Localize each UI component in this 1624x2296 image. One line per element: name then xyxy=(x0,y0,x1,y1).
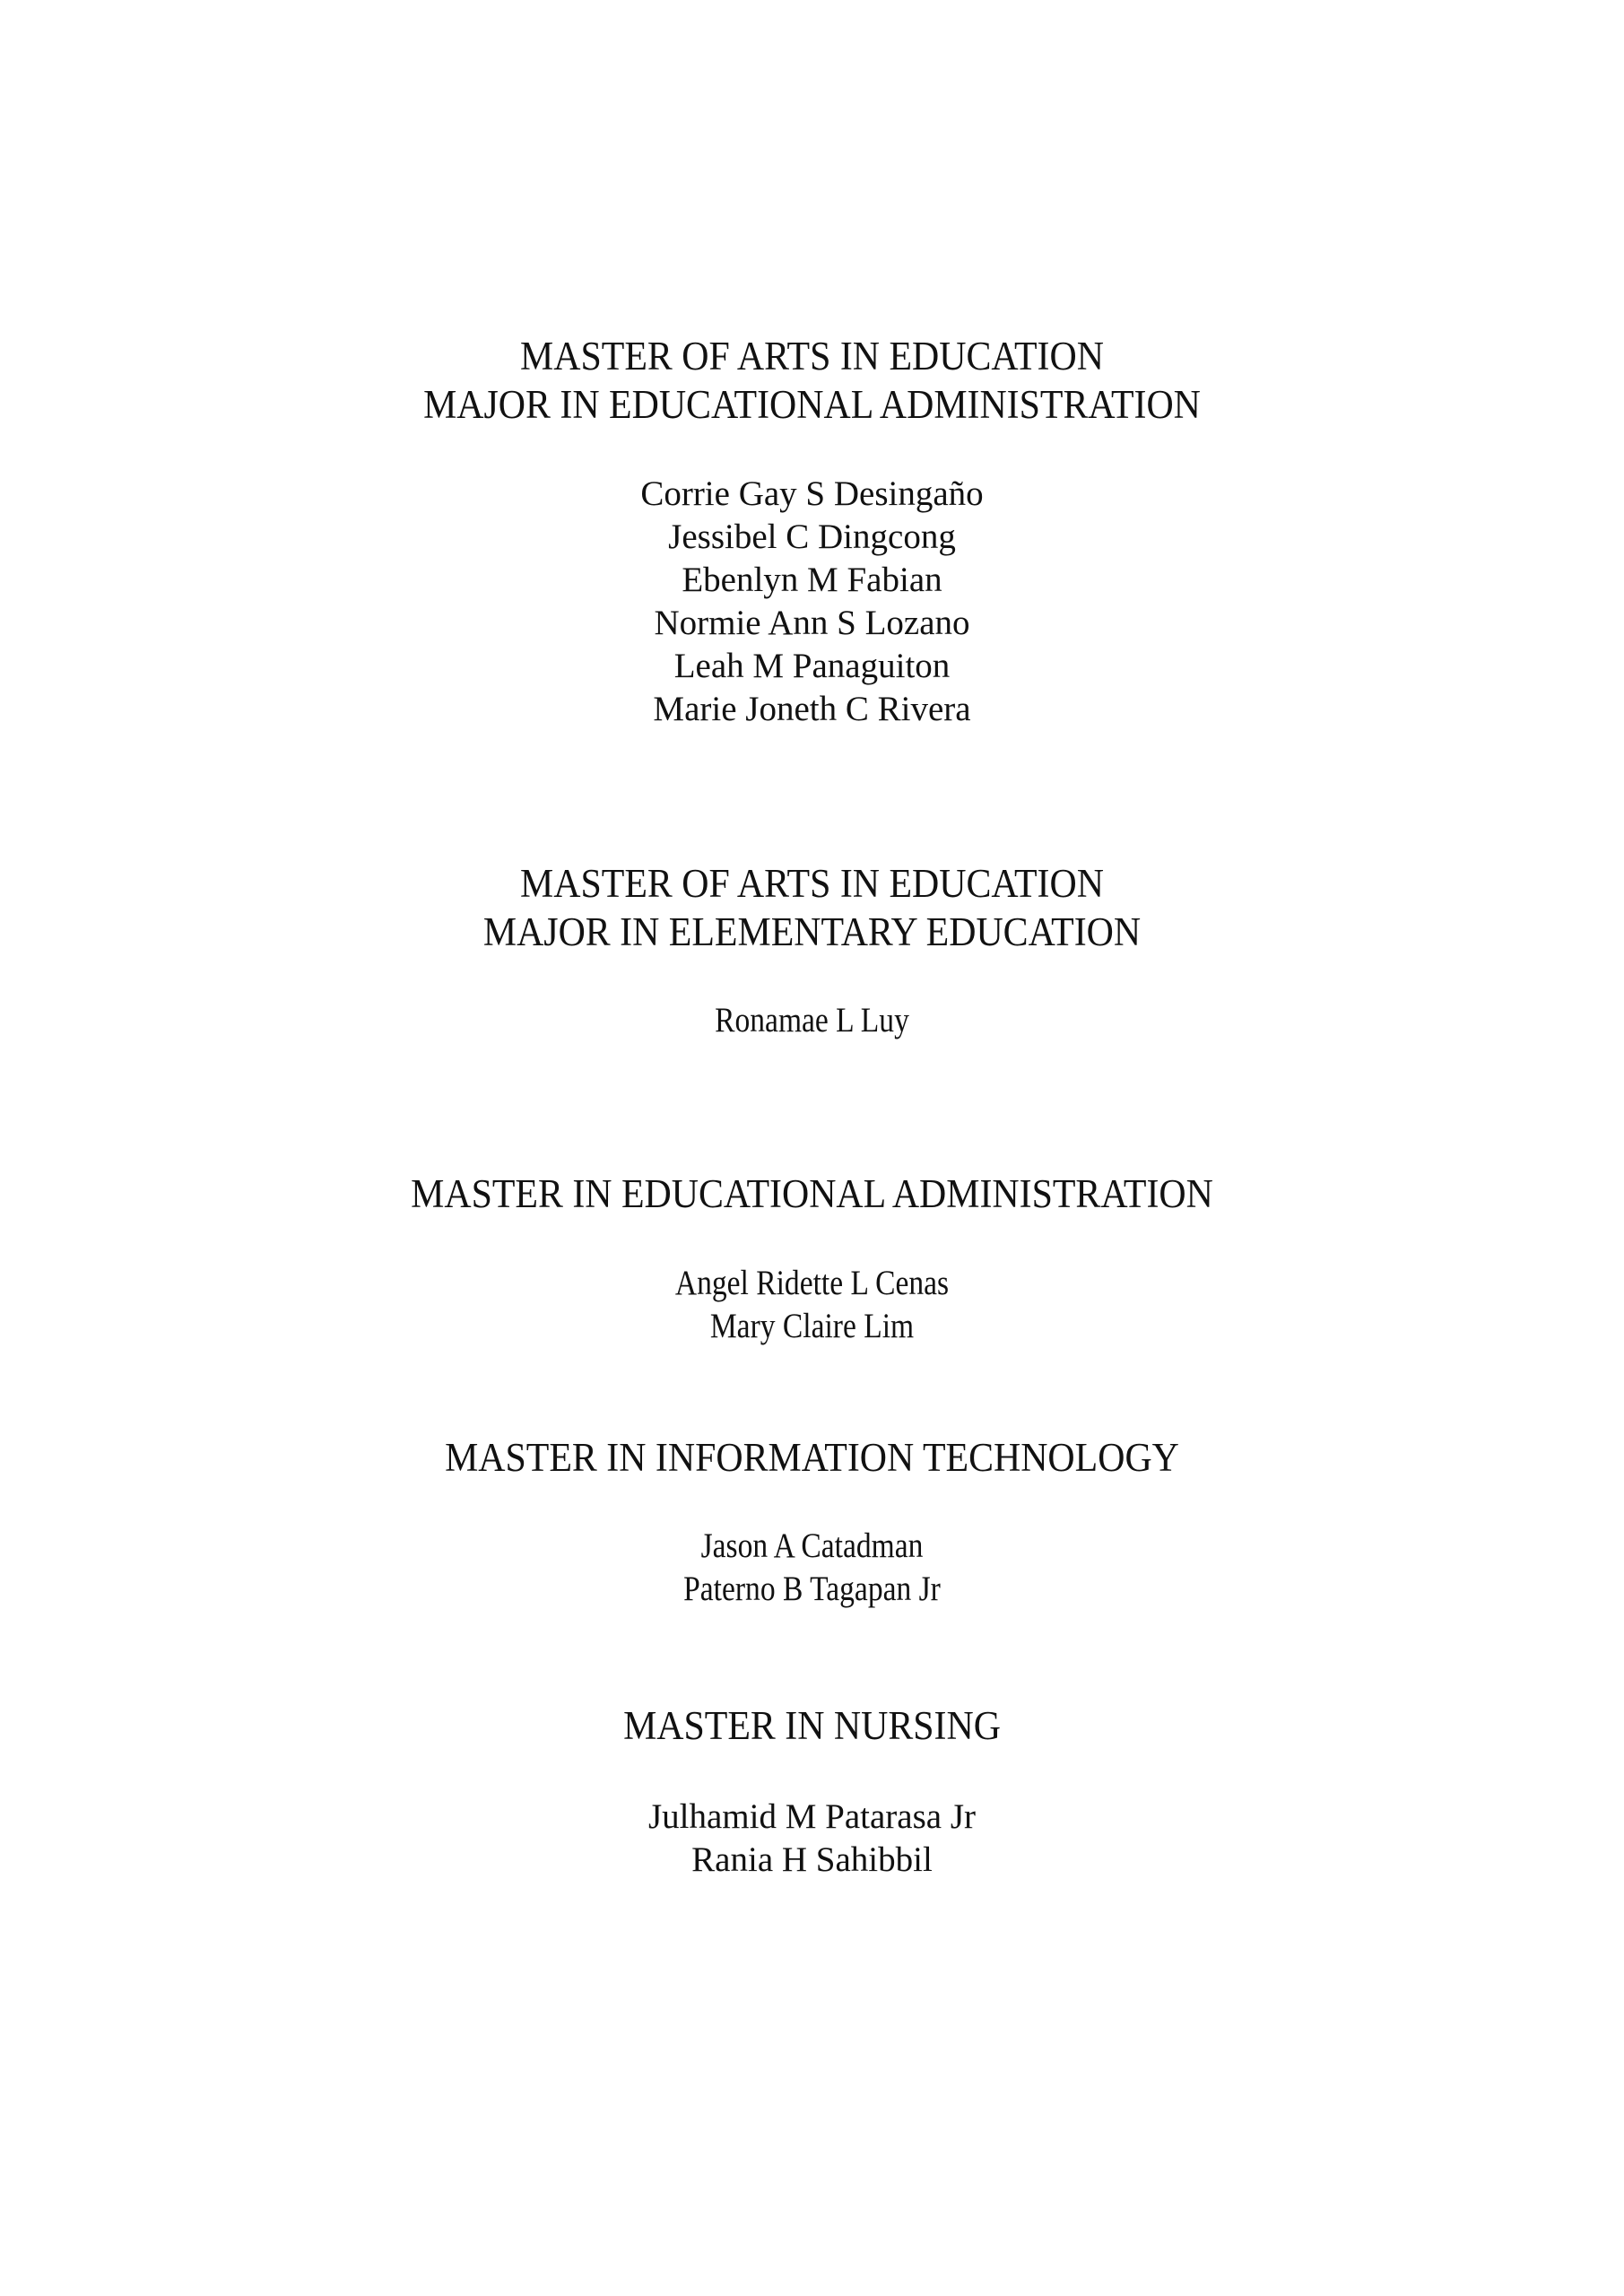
graduate-name: Leah M Panaguiton xyxy=(673,647,951,685)
graduate-name: Angel Ridette L Cenas xyxy=(674,1264,950,1302)
graduate-name: Julhamid M Patarasa Jr xyxy=(647,1797,976,1836)
section-heading: MASTER IN EDUCATIONAL ADMINISTRATION xyxy=(411,1171,1213,1216)
graduate-name: Mary Claire Lim xyxy=(709,1307,915,1345)
graduate-name: Jason A Catadman xyxy=(700,1526,924,1565)
graduate-name: Normie Ann S Lozano xyxy=(654,604,970,642)
graduate-name: Ebenlyn M Fabian xyxy=(682,561,942,599)
graduate-name: Jessibel C Dingcong xyxy=(668,517,956,556)
graduate-name: Corrie Gay S Desingaño xyxy=(640,474,984,513)
graduate-name: Rania H Sahibbil xyxy=(691,1840,933,1879)
section-heading: MASTER OF ARTS IN EDUCATION xyxy=(520,861,1104,906)
graduate-name: Paterno B Tagapan Jr xyxy=(683,1570,941,1608)
section-heading: MASTER IN NURSING xyxy=(623,1703,1001,1748)
section-subheading: MAJOR IN EDUCATIONAL ADMINISTRATION xyxy=(423,382,1201,427)
section-subheading: MAJOR IN ELEMENTARY EDUCATION xyxy=(482,909,1142,954)
graduate-name: Marie Joneth C Rivera xyxy=(653,690,971,728)
section-heading: MASTER IN INFORMATION TECHNOLOGY xyxy=(445,1435,1179,1480)
graduate-name: Ronamae L Luy xyxy=(715,1001,909,1039)
section-heading: MASTER OF ARTS IN EDUCATION xyxy=(520,334,1104,378)
